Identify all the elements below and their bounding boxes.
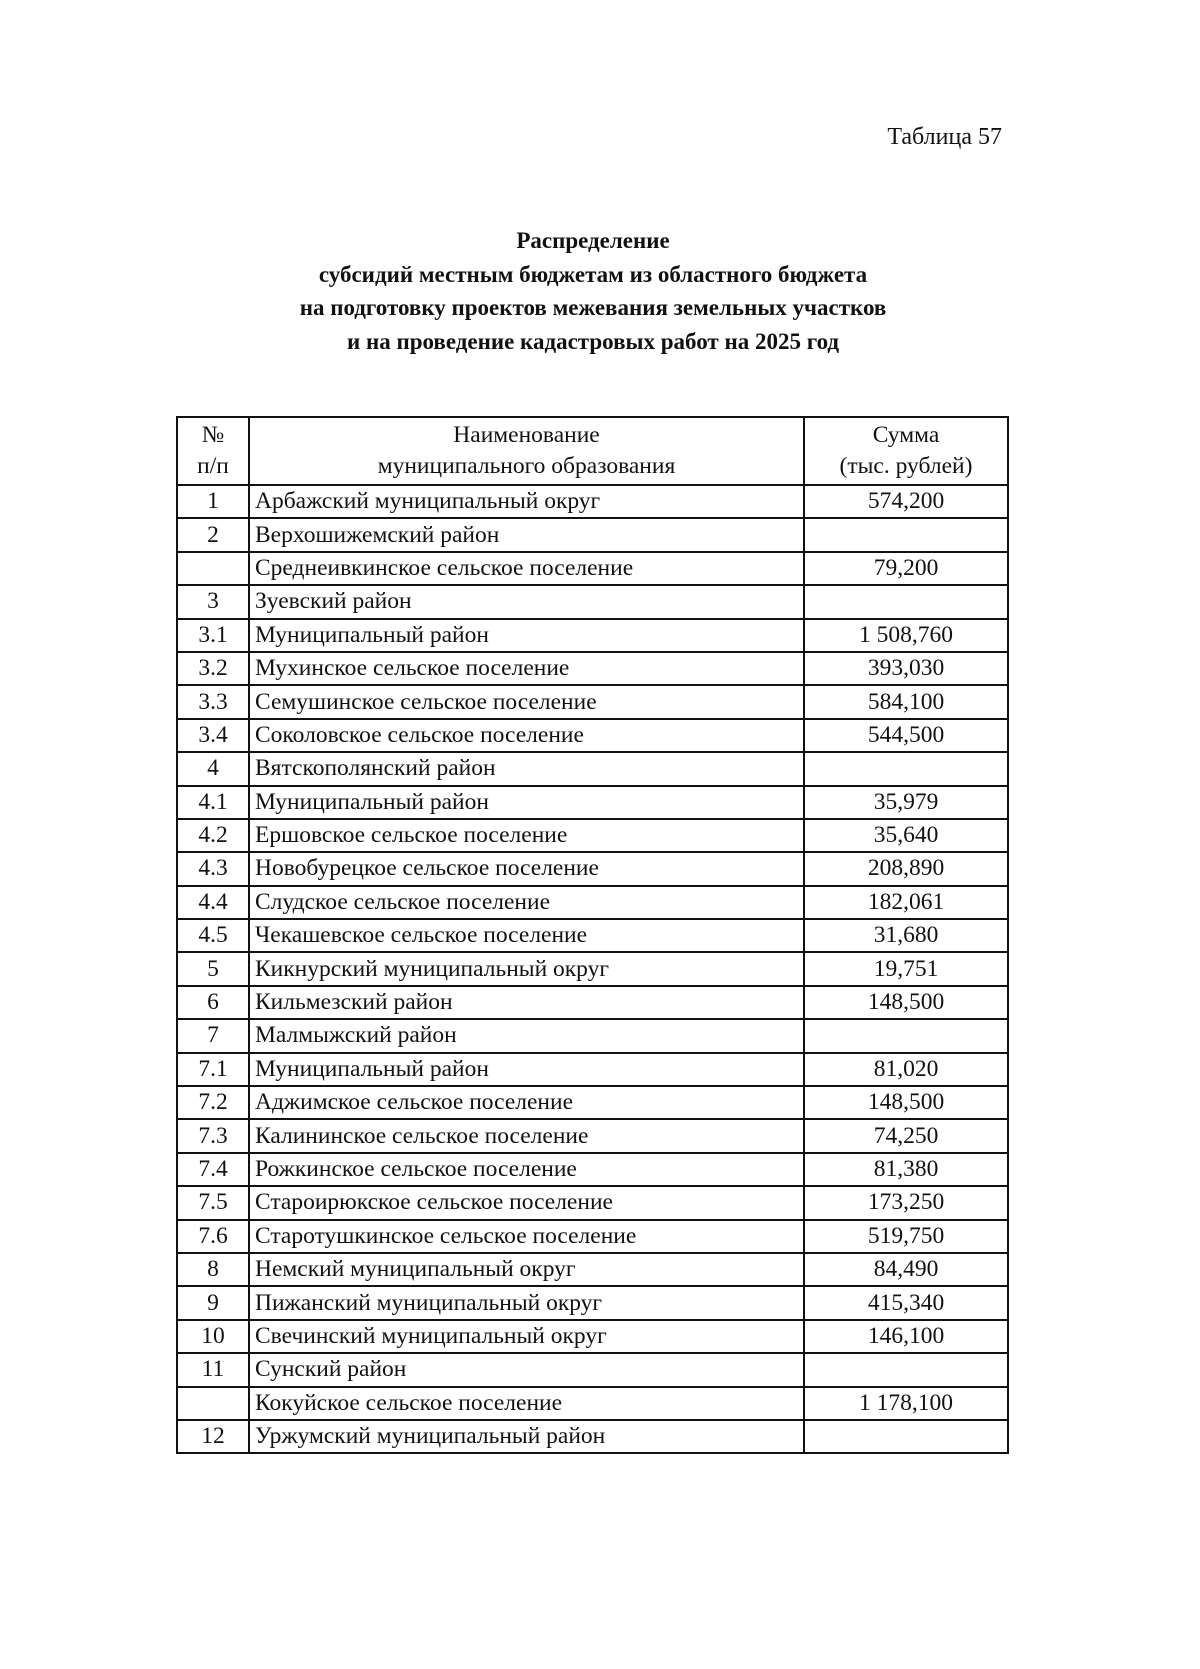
row-name: Арбажский муниципальный округ [249, 485, 804, 518]
row-number: 3.1 [177, 619, 249, 652]
row-sum: 415,340 [804, 1286, 1008, 1319]
row-name: Семушинское сельское поселение [249, 685, 804, 718]
table-row [177, 1220, 1008, 1253]
table-row [177, 552, 1008, 585]
title-line: на подготовку проектов межевания земельных участков [299, 295, 887, 320]
row-name: Кокуйское сельское поселение [249, 1387, 804, 1420]
row-sum: 393,030 [804, 652, 1008, 685]
row-number: 3.2 [177, 652, 249, 685]
title-line: и на проведение кадастровых работ на 2025 год [346, 328, 840, 354]
row-name: Ершовское сельское поселение [249, 819, 804, 852]
table-row [177, 886, 1008, 919]
row-name: Муниципальный район [249, 1053, 804, 1086]
row-number: 1 [177, 485, 249, 518]
header-name [249, 417, 804, 485]
subsidy-table [176, 416, 1009, 1454]
row-name: Аджимское сельское поселение [249, 1086, 804, 1119]
table-row [177, 685, 1008, 718]
row-number: 3.4 [177, 719, 249, 752]
row-sum: 544,500 [804, 719, 1008, 752]
header-number [177, 417, 249, 485]
row-name: Немский муниципальный округ [249, 1253, 804, 1286]
row-name: Муниципальный район [249, 619, 804, 652]
row-number: 4.3 [177, 852, 249, 885]
row-name: Уржумский муниципальный район [249, 1420, 804, 1453]
table-row [177, 1353, 1008, 1386]
row-number: 7.1 [177, 1053, 249, 1086]
row-name: Кикнурский муниципальный округ [249, 952, 804, 985]
header-sum-line1: Сумма [872, 422, 940, 448]
table-row [177, 752, 1008, 785]
row-name: Старотушкинское сельское поселение [249, 1220, 804, 1253]
row-number: 12 [177, 1420, 249, 1453]
table-row [177, 485, 1008, 518]
row-number: 3 [177, 585, 249, 618]
row-name: Вятскополянский район [249, 752, 804, 785]
row-sum [804, 1019, 1008, 1052]
table-row [177, 1086, 1008, 1119]
header-number-line1: № [201, 422, 225, 448]
row-sum: 173,250 [804, 1186, 1008, 1219]
header-number-line2: п/п [197, 453, 229, 479]
table-header-row [177, 417, 1008, 485]
row-number: 7.4 [177, 1153, 249, 1186]
table-row [177, 1320, 1008, 1353]
title-line: Распределение [516, 228, 670, 253]
row-number: 7.2 [177, 1086, 249, 1119]
table-row [177, 852, 1008, 885]
row-number: 4.4 [177, 886, 249, 919]
row-number: 7.5 [177, 1186, 249, 1219]
table-row [177, 986, 1008, 1019]
row-name: Мухинское сельское поселение [249, 652, 804, 685]
row-sum: 31,680 [804, 919, 1008, 952]
table-row [177, 786, 1008, 819]
row-number: 7 [177, 1019, 249, 1052]
row-number: 6 [177, 986, 249, 1019]
row-number: 3.3 [177, 685, 249, 718]
row-name: Новобурецкое сельское поселение [249, 852, 804, 885]
table-row [177, 819, 1008, 852]
table-row [177, 1186, 1008, 1219]
table-row [177, 1387, 1008, 1420]
table-row [177, 952, 1008, 985]
row-sum: 148,500 [804, 1086, 1008, 1119]
document-title [0, 224, 1186, 358]
table-row [177, 1286, 1008, 1319]
row-name: Свечинский муниципальный округ [249, 1320, 804, 1353]
row-number: 10 [177, 1320, 249, 1353]
table-row [177, 919, 1008, 952]
row-number: 9 [177, 1286, 249, 1319]
header-sum [804, 417, 1008, 485]
row-name: Сунский район [249, 1353, 804, 1386]
row-name: Чекашевское сельское поселение [249, 919, 804, 952]
row-sum [804, 1420, 1008, 1453]
row-sum: 81,380 [804, 1153, 1008, 1186]
table-row [177, 1119, 1008, 1152]
row-number: 4.5 [177, 919, 249, 952]
row-sum: 146,100 [804, 1320, 1008, 1353]
row-sum: 74,250 [804, 1119, 1008, 1152]
row-sum [804, 752, 1008, 785]
title-line: субсидий местным бюджетам из областного бюджета [318, 261, 868, 287]
row-number: 2 [177, 518, 249, 551]
row-name: Зуевский район [249, 585, 804, 618]
header-name-line2: муниципального образования [377, 453, 676, 479]
row-number: 7.6 [177, 1220, 249, 1253]
row-number: 7.3 [177, 1119, 249, 1152]
row-sum: 574,200 [804, 485, 1008, 518]
row-sum: 519,750 [804, 1220, 1008, 1253]
row-sum: 584,100 [804, 685, 1008, 718]
row-sum: 148,500 [804, 986, 1008, 1019]
row-name: Калининское сельское поселение [249, 1119, 804, 1152]
row-sum [804, 518, 1008, 551]
row-sum: 79,200 [804, 552, 1008, 585]
table-body [177, 485, 1008, 1453]
header-name-line1: Наименование [453, 422, 600, 448]
table-row [177, 518, 1008, 551]
row-number [177, 1387, 249, 1420]
row-sum: 1 508,760 [804, 619, 1008, 652]
table-row [177, 1153, 1008, 1186]
row-sum: 1 178,100 [804, 1387, 1008, 1420]
row-sum [804, 1353, 1008, 1386]
table-row [177, 1053, 1008, 1086]
table-row [177, 619, 1008, 652]
table-row [177, 652, 1008, 685]
row-name: Слудское сельское поселение [249, 886, 804, 919]
table-number-label: Таблица 57 [887, 124, 1002, 150]
row-number: 8 [177, 1253, 249, 1286]
table-row [177, 1019, 1008, 1052]
row-name: Староирюкское сельское поселение [249, 1186, 804, 1219]
row-name: Верхошижемский район [249, 518, 804, 551]
row-number: 5 [177, 952, 249, 985]
row-number: 4 [177, 752, 249, 785]
row-sum: 182,061 [804, 886, 1008, 919]
row-sum [804, 585, 1008, 618]
row-sum: 35,979 [804, 786, 1008, 819]
row-sum: 84,490 [804, 1253, 1008, 1286]
row-name: Кильмезский район [249, 986, 804, 1019]
table-row [177, 1253, 1008, 1286]
row-sum: 208,890 [804, 852, 1008, 885]
table-row [177, 1420, 1008, 1453]
row-number: 4.1 [177, 786, 249, 819]
row-name: Малмыжский район [249, 1019, 804, 1052]
row-name: Муниципальный район [249, 786, 804, 819]
header-sum-line2: (тыс. рублей) [839, 453, 973, 479]
row-sum: 81,020 [804, 1053, 1008, 1086]
row-number: 11 [177, 1353, 249, 1386]
table-row [177, 719, 1008, 752]
row-name: Соколовское сельское поселение [249, 719, 804, 752]
row-sum: 35,640 [804, 819, 1008, 852]
row-name: Пижанский муниципальный округ [249, 1286, 804, 1319]
row-sum: 19,751 [804, 952, 1008, 985]
row-number: 4.2 [177, 819, 249, 852]
row-name: Рожкинское сельское поселение [249, 1153, 804, 1186]
row-name: Среднеивкинское сельское поселение [249, 552, 804, 585]
table-row [177, 585, 1008, 618]
row-number [177, 552, 249, 585]
